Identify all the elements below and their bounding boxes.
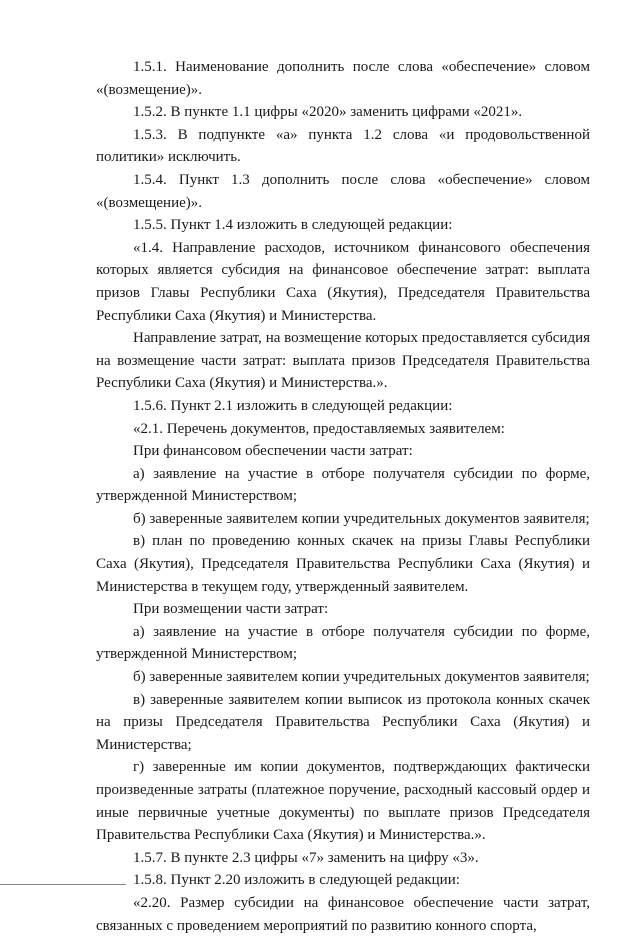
paragraph-reimbursement-heading: При возмещении части затрат: bbox=[133, 601, 329, 618]
paragraph-1-5-5: 1.5.5. Пункт 1.4 изложить в следующей редакции: bbox=[133, 217, 453, 234]
list-item-reimbursement-b: б) заверенные заявителем копии учредительных документов заявителя; bbox=[133, 669, 590, 686]
paragraph-financing-heading: При финансовом обеспечении части затрат: bbox=[133, 443, 413, 460]
list-item-reimbursement-d: г) заверенные им копии документов, подтверждающих фактически произведенные затраты (платежное поручение, расходный кассовый ордер и иные первичные учетные документы) по выплате призов Председателя Правительства Республики Саха (Якутия) и Министерства.». bbox=[96, 759, 590, 844]
footnote-divider bbox=[0, 884, 126, 885]
paragraph-1-5-1: 1.5.1. Наименование дополнить после слова «обеспечение» словом «(возмещение)». bbox=[96, 59, 590, 98]
list-item-reimbursement-a: а) заявление на участие в отборе получателя субсидии по форме, утвержденной Министерством; bbox=[96, 623, 590, 663]
paragraph-1-5-3: 1.5.3. В подпункте «а» пункта 1.2 слова «и продовольственной политики» исключить. bbox=[96, 126, 590, 166]
paragraph-quote-1-4: «1.4. Направление расходов, источником финансового обеспечения которых является субсидия на финансовое обеспечение затрат: выплата призов Главы Республики Саха (Якутия), Председателя Правительства Республики Саха (Якутия) и Министерства. bbox=[96, 239, 590, 324]
list-item-financing-c: в) план по проведению конных скачек на призы Главы Республики Саха (Якутия), Председателя Правительства Республики Саха (Якутия) и Министерства в текущем году, утвержденный заявителем. bbox=[96, 533, 590, 595]
paragraph-1-5-8: 1.5.8. Пункт 2.20 изложить в следующей редакции: bbox=[133, 872, 460, 889]
document-body bbox=[96, 56, 590, 937]
list-item-financing-a: а) заявление на участие в отборе получателя субсидии по форме, утвержденной Министерством; bbox=[96, 465, 590, 505]
paragraph-1-5-4: 1.5.4. Пункт 1.3 дополнить после слова «обеспечение» словом «(возмещение)». bbox=[96, 171, 590, 211]
paragraph-quote-2-20: «2.20. Размер субсидии на финансовое обеспечение части затрат, связанных с проведением мероприятий по развитию конного спорта, bbox=[96, 894, 590, 934]
paragraph-expense-direction: Направление затрат, на возмещение которых предоставляется субсидия на возмещение части затрат: выплата призов Председателя Правительства Республики Саха (Якутия) и Министерства.». bbox=[96, 330, 590, 392]
paragraph-1-5-6: 1.5.6. Пункт 2.1 изложить в следующей редакции: bbox=[133, 397, 453, 414]
list-item-reimbursement-c: в) заверенные заявителем копии выписок из протокола конных скачек на призы Председателя Правительства Республики Саха (Якутия) и Министерства; bbox=[96, 691, 590, 753]
paragraph-quote-2-1: «2.1. Перечень документов, предоставляемых заявителем: bbox=[133, 420, 505, 437]
list-item-financing-b: б) заверенные заявителем копии учредительных документов заявителя; bbox=[133, 510, 590, 527]
paragraph-1-5-7: 1.5.7. В пункте 2.3 цифры «7» заменить на цифру «3». bbox=[133, 849, 479, 866]
paragraph-1-5-2: 1.5.2. В пункте 1.1 цифры «2020» заменить цифрами «2021». bbox=[133, 104, 523, 121]
